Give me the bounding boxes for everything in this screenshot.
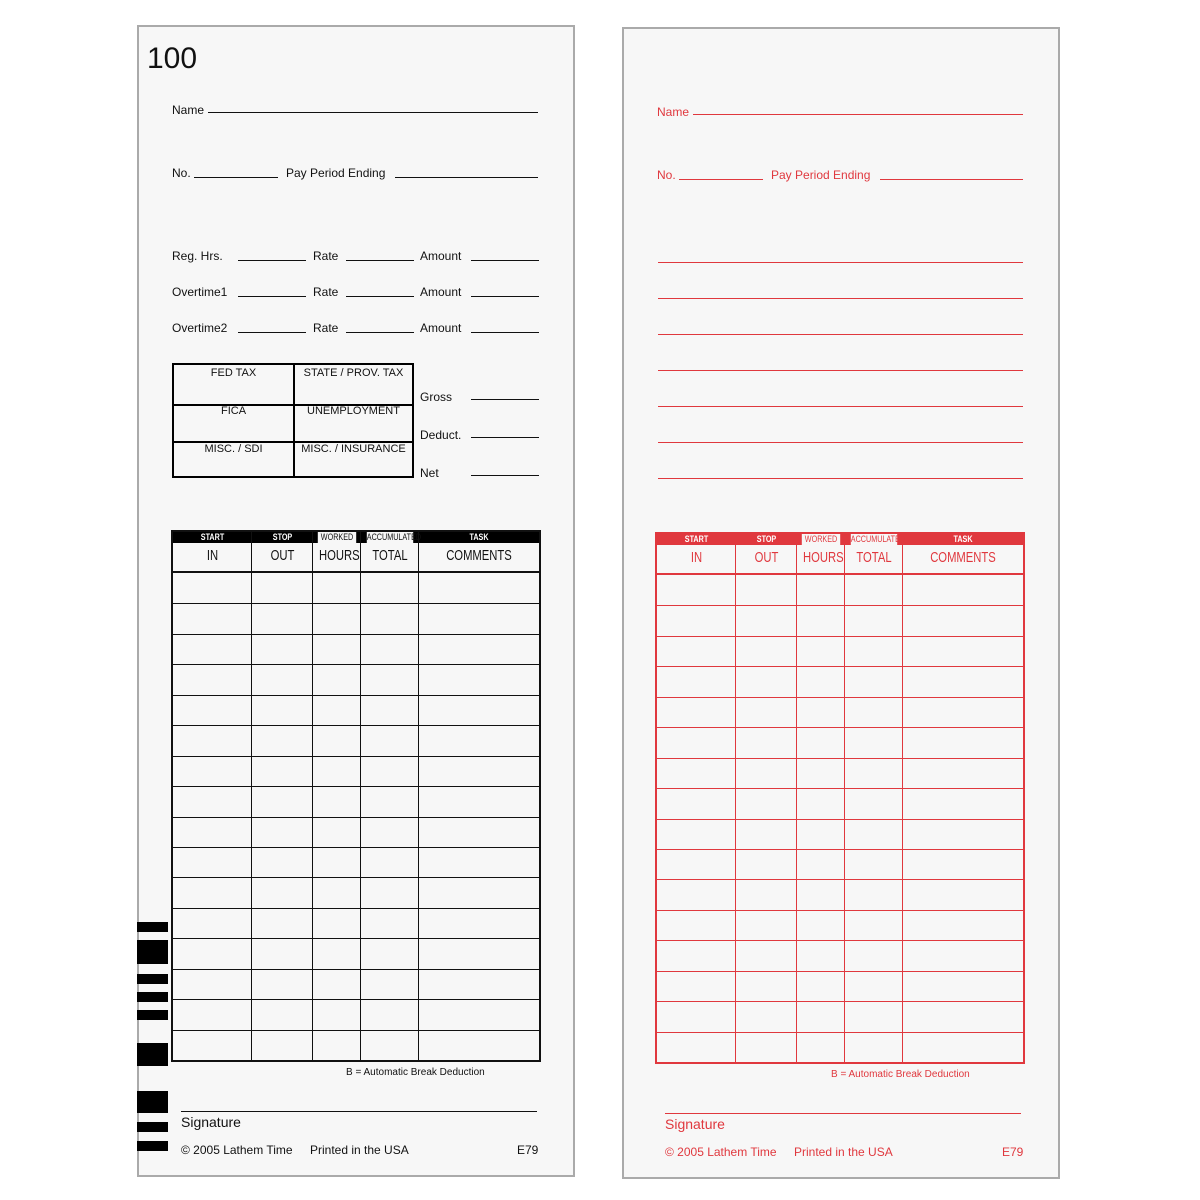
pay-period-line[interactable]	[395, 177, 538, 178]
signature-line[interactable]	[181, 1111, 537, 1112]
column-header	[252, 532, 313, 573]
row-divider	[657, 727, 1023, 728]
total-label: Net	[420, 466, 439, 480]
column-header-bottom: HOURS	[319, 547, 360, 564]
rate-label: Rate	[313, 249, 339, 263]
column-divider	[251, 532, 252, 1060]
amount-line[interactable]	[471, 260, 539, 261]
row-divider	[173, 908, 539, 909]
column-header	[173, 532, 252, 573]
blank-line[interactable]	[658, 442, 1023, 443]
column-header-top: ACCUMULATED	[366, 532, 422, 542]
total-line[interactable]	[471, 399, 539, 400]
blank-line[interactable]	[658, 406, 1023, 407]
column-header-top: TASK	[953, 534, 973, 544]
column-header-top: STOP	[272, 532, 293, 542]
name-line-back[interactable]	[693, 114, 1023, 115]
blank-line[interactable]	[658, 370, 1023, 371]
row-divider	[173, 786, 539, 787]
column-header-bottom: HOURS	[803, 549, 844, 566]
barcode-mark	[137, 974, 168, 984]
name-label-back: Name	[657, 105, 690, 119]
row-divider	[657, 849, 1023, 850]
row-divider	[173, 634, 539, 635]
total-line[interactable]	[471, 437, 539, 438]
row-divider	[173, 877, 539, 878]
tax-cell: MISC. / INSURANCE	[301, 443, 406, 455]
wage-row-label: Overtime1	[172, 285, 228, 299]
row-divider	[173, 999, 539, 1000]
column-header-top: START	[200, 532, 225, 542]
copyright-back: © 2005 Lathem Time	[665, 1145, 777, 1159]
header-divider	[657, 573, 1023, 575]
barcode-mark	[137, 1091, 168, 1113]
row-divider	[173, 695, 539, 696]
blank-line[interactable]	[658, 298, 1023, 299]
row-divider	[657, 636, 1023, 637]
wage-row-label: Reg. Hrs.	[172, 249, 223, 263]
card-number: 100	[147, 42, 198, 75]
name-line[interactable]	[208, 112, 538, 113]
barcode-mark	[137, 1141, 168, 1151]
break-note: B = Automatic Break Deduction	[346, 1067, 485, 1078]
signature-label: Signature	[181, 1114, 241, 1130]
row-divider	[657, 940, 1023, 941]
no-label: No.	[172, 166, 191, 180]
row-divider	[657, 697, 1023, 698]
hours-line[interactable]	[238, 332, 306, 333]
total-line[interactable]	[471, 475, 539, 476]
barcode-mark	[137, 1122, 168, 1132]
row-divider	[657, 666, 1023, 667]
column-header	[313, 532, 361, 573]
wage-row-label: Overtime2	[172, 321, 228, 335]
rate-line[interactable]	[346, 332, 414, 333]
rate-label: Rate	[313, 321, 339, 335]
column-divider	[796, 534, 797, 1062]
column-header-top: ACCUMULATED	[850, 534, 906, 544]
row-divider	[173, 847, 539, 848]
column-divider	[418, 532, 419, 1060]
time-table-front	[171, 530, 541, 1062]
column-header-top: TASK	[469, 532, 489, 542]
row-divider	[657, 971, 1023, 972]
column-divider	[902, 534, 903, 1062]
header-divider	[173, 571, 539, 573]
barcode-mark	[137, 940, 168, 964]
row-divider	[173, 969, 539, 970]
signature-line-back[interactable]	[665, 1113, 1021, 1114]
blank-line[interactable]	[658, 262, 1023, 263]
column-header-top: STOP	[756, 534, 777, 544]
total-label: Deduct.	[420, 428, 462, 442]
row-divider	[657, 605, 1023, 606]
row-divider	[657, 879, 1023, 880]
no-label-back: No.	[657, 168, 676, 182]
amount-label: Amount	[420, 321, 462, 335]
rate-line[interactable]	[346, 260, 414, 261]
column-divider	[360, 532, 361, 1060]
column-divider	[844, 534, 845, 1062]
signature-label-back: Signature	[665, 1116, 725, 1132]
barcode-mark	[137, 1043, 168, 1066]
column-header-bottom: TOTAL	[856, 549, 892, 566]
pay-period-label: Pay Period Ending	[286, 166, 386, 180]
row-divider	[657, 758, 1023, 759]
form-code-back: E79	[1002, 1145, 1024, 1159]
column-header-top: START	[684, 534, 709, 544]
name-label: Name	[172, 103, 205, 117]
time-table-back	[655, 532, 1025, 1064]
amount-label: Amount	[420, 285, 462, 299]
column-header-bottom: COMMENTS	[446, 547, 512, 564]
column-header	[903, 534, 1023, 575]
column-divider	[312, 532, 313, 1060]
amount-line[interactable]	[471, 296, 539, 297]
row-divider	[173, 664, 539, 665]
column-header-bottom: OUT	[754, 549, 779, 566]
printed-in-back: Printed in the USA	[794, 1145, 893, 1159]
column-header	[361, 532, 422, 573]
no-line-back[interactable]	[679, 179, 763, 180]
column-header-bottom: COMMENTS	[930, 549, 996, 566]
column-header	[797, 534, 845, 575]
row-divider	[657, 819, 1023, 820]
blank-line[interactable]	[658, 334, 1023, 335]
row-divider	[173, 1030, 539, 1031]
column-header-bottom: IN	[206, 547, 219, 564]
row-divider	[173, 817, 539, 818]
form-code: E79	[517, 1143, 539, 1157]
column-header	[419, 532, 539, 573]
column-header	[845, 534, 906, 575]
row-divider	[657, 910, 1023, 911]
printed-in: Printed in the USA	[310, 1143, 409, 1157]
row-divider	[173, 725, 539, 726]
column-header	[736, 534, 797, 575]
barcode-mark	[137, 1010, 168, 1020]
barcode-mark	[137, 922, 168, 932]
column-header-top: WORKED	[802, 534, 840, 545]
column-header-bottom: OUT	[270, 547, 295, 564]
row-divider	[173, 938, 539, 939]
row-divider	[657, 1001, 1023, 1002]
amount-line[interactable]	[471, 332, 539, 333]
total-label: Gross	[420, 390, 453, 404]
row-divider	[657, 1032, 1023, 1033]
hours-line[interactable]	[238, 260, 306, 261]
tax-cell: STATE / PROV. TAX	[295, 365, 412, 406]
rate-line[interactable]	[346, 296, 414, 297]
column-header-bottom: TOTAL	[372, 547, 408, 564]
tax-cell: UNEMPLOYMENT	[295, 404, 412, 443]
column-divider	[735, 534, 736, 1062]
tax-box	[172, 363, 414, 478]
rate-label: Rate	[313, 285, 339, 299]
tax-cell: FED TAX	[174, 365, 295, 406]
row-divider	[173, 756, 539, 757]
column-header-top: WORKED	[318, 532, 356, 543]
pay-period-line-back[interactable]	[880, 179, 1023, 180]
blank-line[interactable]	[658, 478, 1023, 479]
amount-label: Amount	[420, 249, 462, 263]
pay-period-label-back: Pay Period Ending	[771, 168, 871, 182]
no-line[interactable]	[194, 177, 278, 178]
break-note-back: B = Automatic Break Deduction	[831, 1069, 970, 1080]
hours-line[interactable]	[238, 296, 306, 297]
tax-cell: MISC. / SDI	[174, 442, 295, 477]
column-header	[657, 534, 736, 575]
barcode-mark	[137, 992, 168, 1002]
copyright: © 2005 Lathem Time	[181, 1143, 293, 1157]
row-divider	[657, 788, 1023, 789]
row-divider	[173, 603, 539, 604]
column-header-bottom: IN	[690, 549, 703, 566]
tax-cell: FICA	[174, 404, 295, 443]
